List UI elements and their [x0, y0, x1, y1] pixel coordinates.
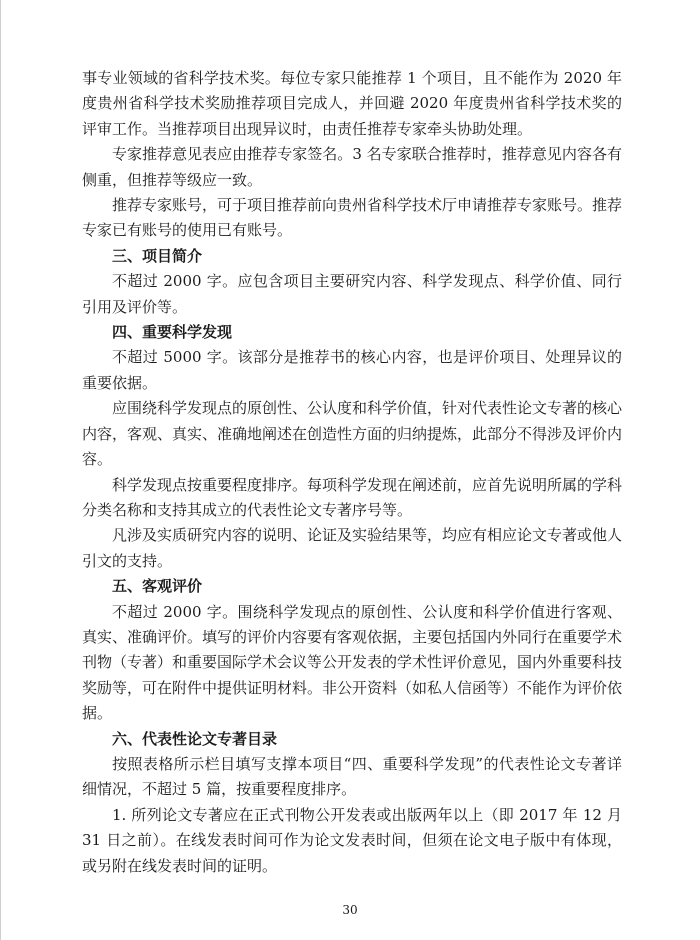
page-edge: [0, 0, 1, 940]
page-number: 30: [342, 903, 358, 917]
body-paragraph: 专家推荐意见表应由推荐专家签名。3 名专家联合推荐时，推荐意见内容各有侧重，但推荐等级应一致。: [82, 145, 622, 189]
body-paragraph: 不超过 5000 字。该部分是推荐书的核心内容，也是评价项目、处理异议的重要依据。: [82, 348, 622, 392]
document-body: [82, 66, 622, 879]
body-paragraph: 不超过 2000 字。应包含项目主要研究内容、科学发现点、科学价值、同行引用及评价等。: [82, 272, 622, 316]
section-heading: 五、客观评价: [112, 577, 203, 596]
body-paragraph: 科学发现点按重要程度排序。每项科学发现在阐述前，应首先说明所属的学科分类名称和支持其成立的代表性论文专著序号等。: [82, 475, 623, 519]
body-paragraph: 事专业领域的省科学技术奖。每位专家只能推荐 1 个项目，且不能作为 2020 年度贵州省科学技术奖励推荐项目完成人，并回避 2020 年度贵州省科学技术奖的评审工作。当推荐项目出现异议时，由责任推荐专家牵头协助处理。: [82, 69, 622, 138]
section-heading: 三、项目简介: [112, 246, 203, 265]
body-paragraph: 凡涉及实质研究内容的说明、论证及实验结果等，均应有相应论文专著或他人引文的支持。: [82, 526, 623, 570]
body-paragraph: 1. 所列论文专著应在正式刊物公开发表或出版两年以上（即 2017 年 12 月 31 日之前）。在线发表时间可作为论文发表时间，但须在论文电子版中有体现，或另附在线发表时间的证明。: [82, 805, 622, 875]
body-paragraph: 按照表格所示栏目填写支撑本项目“四、重要科学发现”的代表性论文专著详细情况，不超过 5 篇，按重要程度排序。: [82, 754, 622, 799]
section-heading: 六、代表性论文专著目录: [112, 729, 278, 748]
body-paragraph: 推荐专家账号，可于项目推荐前向贵州省科学技术厅申请推荐专家账号。推荐专家已有账号的使用已有账号。: [82, 196, 623, 240]
body-paragraph: 应围绕科学发现点的原创性、公认度和科学价值，针对代表性论文专著的核心内容，客观、真实、准确地阐述在创造性方面的归纳提炼，此部分不得涉及评价内容。: [82, 399, 623, 469]
body-paragraph: 不超过 2000 字。围绕科学发现点的原创性、公认度和科学价值进行客观、真实、准确评价。填写的评价内容要有客观依据，主要包括国内外同行在重要学术刊物（专著）和重要国际学术会议等公开发表的学术性评价意见，国内外重要科技奖励等，可在附件中提供证明材料。非公开资料（如私人信函等）不能作为评价依据。: [82, 602, 623, 723]
section-heading: 四、重要科学发现: [112, 323, 233, 342]
